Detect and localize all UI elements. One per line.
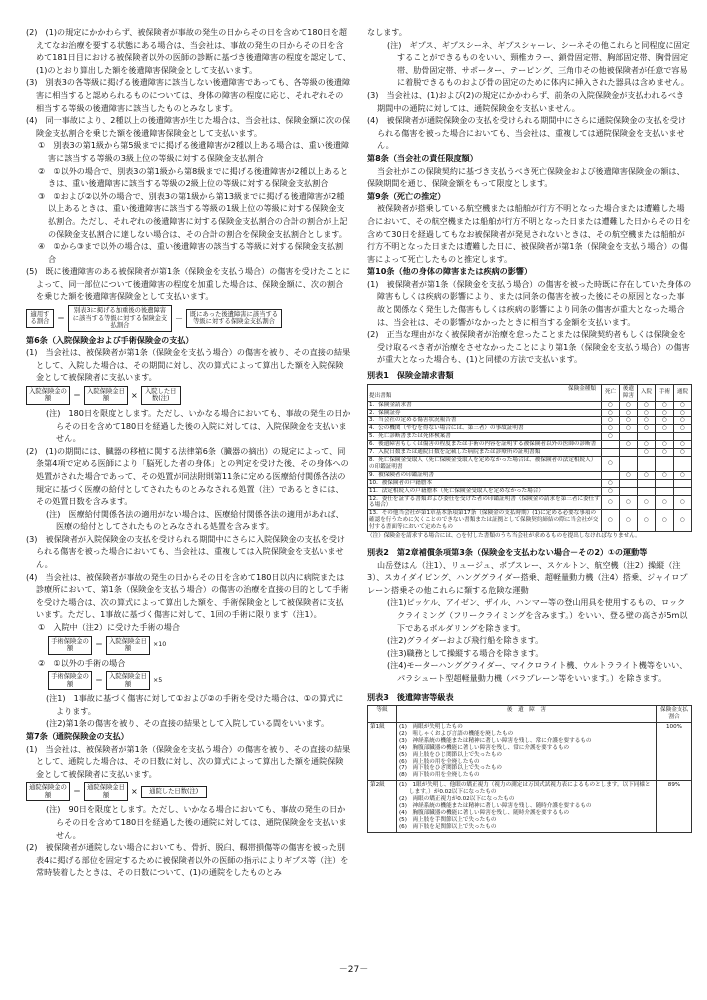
formula-operator: ＝ (95, 640, 103, 650)
row-mark: ○ (620, 417, 638, 425)
disability-grade-table (367, 705, 692, 832)
formula-operator: × (131, 787, 138, 797)
row-mark: ○ (602, 401, 620, 409)
paragraph: (3) 別表3の各等級に掲げる後遺障害に該当しない後遺障害であっても、各等級の後遺障害に相当すると認められるものについては、身体の障害の程度に応じ、それぞれその相当する等級の後遺障害に該当したものとみなします。 (26, 77, 351, 113)
formula-term: 通院保険金日額 (84, 782, 128, 801)
row-mark: ○ (602, 487, 620, 495)
row-mark (620, 456, 638, 471)
formula-term: 既にあった後遺障害に該当する等級に対する保険金支払割合 (186, 309, 282, 328)
page-number: －27－ (338, 965, 369, 975)
disability-item: (4) 胸腹部臓器の機能に著しい障害を残し、常に介護を要するもの (399, 744, 570, 751)
row-mark: ○ (638, 401, 656, 409)
formula-aggravation (26, 305, 351, 332)
row-mark: ○ (674, 425, 692, 433)
table-row (368, 471, 692, 479)
row-label: 3．当会社の定める傷害状況報告書 (368, 417, 602, 425)
row-mark (602, 471, 620, 479)
column-header: 入院 (638, 384, 656, 401)
table-row (368, 495, 692, 510)
corner-label-top: 保険金種類 (568, 385, 596, 392)
column-header: 手術 (656, 384, 674, 401)
paragraph: (4) 被保険者が通院保険金の支払を受けられる期間中にさらに通院保険金の支払を受けられる傷害を被った場合においても、当会社は、重複しては通院保険金を支払いません。 (367, 115, 687, 151)
row-mark: ○ (602, 510, 620, 532)
column-header: 後遺障害 (620, 384, 638, 401)
row-mark: ○ (638, 495, 656, 510)
row-label: 5．死亡診断書または死体検案書 (368, 433, 602, 441)
row-mark: ○ (602, 417, 620, 425)
table-row (368, 449, 692, 457)
paragraph: (1) 当会社は、被保険者が第1条（保険金を支払う場合）の傷害を被り、その直接の結果として、入院した場合は、その期間に対し、次の算式によって算出した額を入院保険金として被保険者に支払います。 (26, 347, 351, 383)
row-mark: ○ (602, 456, 620, 471)
disability-item: (4) 胸腹部臓器の機能に著しい障害を残し、随時介護を要するもの (399, 809, 570, 816)
formula-term: 入院保険金の額 (26, 386, 70, 405)
formula-outpatient (26, 782, 351, 801)
formula-multiplier: ×10 (153, 641, 167, 649)
row-mark: ○ (638, 441, 656, 449)
list-item: ③ ①および②以外の場合で、別表3の第1級から第13級までに掲げる後遺障害が2種以上あるときは、重い後遺障害に該当する等級の1級上位の等級に対する保険金支払割合。ただし、それぞれの後遺障害に対する保険金支払割合の合計の割合が上記の保険金支払割合に達しない場合は、その合計の割合を保険金支払割合とします。 (38, 190, 348, 239)
disability-item: (8) 両下肢の用を全廃したもの (399, 772, 480, 779)
table-note: （注）保険金を請求する場合には、○を付した書類のうち当会社が求めるものを提出しなければなりません。 (367, 533, 641, 540)
row-mark: ○ (656, 425, 674, 433)
note: (注3)職務として操縦する場合を除きます。 (387, 647, 544, 658)
formula-term: 通院保険金の額 (26, 782, 70, 801)
row-mark (620, 487, 638, 495)
row-mark: ○ (638, 425, 656, 433)
table-row (368, 441, 692, 449)
row-mark: ○ (674, 401, 692, 409)
table-row (368, 479, 692, 487)
row-mark: ○ (602, 479, 620, 487)
row-mark: ○ (638, 471, 656, 479)
table-title: 別表2 第2章補償条項第3条（保険金を支払わない場合－その2）①の運動等 (367, 547, 648, 558)
note: (注2)第1条の傷害を被り、その直接の結果として入院している間をいいます。 (46, 718, 330, 729)
row-mark (602, 449, 620, 457)
row-mark: ○ (674, 510, 692, 532)
row-label: 4．公の機関（やむを得ない場合には、第三者）の事故証明書 (368, 425, 602, 433)
row-mark: ○ (620, 495, 638, 510)
list-item: ② ①以外の場合で、別表3の第1級から第8級までに掲げる後遺障害が2種以上あるときは、重い後遺障害に該当する等級の2級上位の等級に対する保険金支払割合 (38, 165, 349, 189)
row-mark: ○ (638, 510, 656, 532)
row-mark (620, 449, 638, 457)
row-label: 8．死亡保険金受取人（死亡保険金受取人を定めなかった場合は、被保険者の法定相続人）の印鑑証明書 (368, 456, 602, 471)
row-mark: ○ (620, 425, 638, 433)
table-row (368, 433, 692, 441)
row-label: 1．保険金請求書 (368, 401, 602, 409)
article-title: 第8条（当会社の責任限度額） (367, 152, 478, 163)
row-mark: ○ (656, 495, 674, 510)
disability-item: (2) 咀しゃくおよび言語の機能を廃したもの (399, 730, 514, 737)
table-row (368, 417, 692, 425)
formula-surgery-other (48, 671, 351, 690)
row-label: 11．法定相続人の戸籍謄本（死亡保険金受取人を定めなかった場合） (368, 487, 602, 495)
paragraph: (2) (1)の規定にかかわらず、被保険者が事故の発生の日からその日を含めて180日を超えてなお治療を要する状態にある場合は、当会社は、事故の発生の日からその日を含めて181日目における被保険者以外の医師の診断に基づき後遺障害の程度を認定して、(1)のとおり算出した額を後遺障害保険金として支払います。 (26, 27, 351, 75)
table-title: 別表3 後遺障害等級表 (367, 691, 454, 702)
article-title: 第10条（他の身体の障害または疾病の影響） (367, 266, 533, 277)
row-mark: ○ (620, 409, 638, 417)
row-mark: ○ (656, 409, 674, 417)
row-mark (602, 441, 620, 449)
note: (注) 医療給付関係各法の適用がない場合は、医療給付関係各法の適用があれば、医療の給付としてされたものとみなされる処置を含みます。 (46, 508, 344, 532)
row-label: 2．保険証券 (368, 409, 602, 417)
table-row (368, 425, 692, 433)
rate-cell: 100% (657, 722, 692, 780)
list-item: ② ①以外の手術の場合 (38, 657, 126, 668)
row-mark: ○ (620, 471, 638, 479)
grade-cell: 第1級 (368, 722, 397, 780)
table-corner-header (368, 384, 602, 401)
paragraph: (2) 被保険者が通院しない場合においても、骨折、脱臼、靱帯損傷等の傷害を被った別表4に掲げる部位を固定するために被保険者以外の医師の指示によりギプス等（注）を常時装着したときは、その日数について、(1)の通院をしたものとみ (26, 842, 349, 878)
note: (注1)ピッケル、アイゼン、ザイル、ハンマー等の登山用具を使用するもの、ロッククライミング（フリークライミングを含みます。）をいい、登る壁の高さが5m以下であるボルダリングを除きます。 (387, 597, 688, 633)
row-mark: ○ (602, 495, 620, 510)
claim-documents-table (367, 384, 692, 532)
disability-cell (397, 781, 657, 832)
row-mark: ○ (656, 510, 674, 532)
disability-item: (6) 両上肢の用を全廃したもの (399, 758, 480, 765)
row-mark (638, 456, 656, 471)
row-mark (674, 487, 692, 495)
article-title: 第6条（入院保険金および手術保険金の支払） (26, 334, 194, 345)
formula-term: 手術保険金の額 (48, 671, 92, 690)
table-row (368, 401, 692, 409)
paragraph: 山岳登はん（注1）、リュージュ、ボブスレー、スケルトン、航空機（注2）操縦（注3）、スカイダイビング、ハンググライダー搭乗、超軽量動力機（注4）搭乗、ジャイロプレーン搭乗その他これらに類する危険な運動 (367, 559, 688, 595)
disability-item: (5) 両上肢をひじ関節以上で失ったもの (399, 751, 503, 758)
row-mark: ○ (656, 471, 674, 479)
paragraph: (4) 同一事故により、2種以上の後遺障害が生じた場合は、当会社は、保険金額に次の保険金支払割合を乗じた額を後遺障害保険金として支払います。 (26, 115, 351, 138)
row-label: 9．被保険者の印鑑証明書 (368, 471, 602, 479)
disability-item: (6) 両下肢を足関節以上で失ったもの (399, 823, 497, 830)
column-header: 通院 (674, 384, 692, 401)
note: (注) ギプス、ギプスシーネ、ギプスシャーレ、シーネその他これらと同程度に固定することができるものをいい、頸椎カラー、鎖骨固定帯、胸部固定帯、胸骨固定帯、肋骨固定帯、サポーター、テーピング、三角巾その他被保険者が任意で容易に着脱できるものおよび骨の固定のために体内に挿入された器具は含めません。 (387, 39, 690, 88)
formula-term: 入院保険金日額 (84, 386, 128, 405)
note: (注2)グライダーおよび飛行船を除きます。 (387, 635, 544, 646)
row-mark: ○ (638, 409, 656, 417)
column-header: 後 遺 障 害 (397, 706, 657, 723)
formula-operator: － (175, 313, 183, 323)
formula-operator: ＝ (73, 787, 81, 797)
right-column (367, 26, 692, 833)
article-title: 第7条（通院保険金の支払） (26, 731, 129, 741)
row-mark: ○ (602, 433, 620, 441)
row-mark: ○ (620, 401, 638, 409)
paragraph: (2) (1)の期間には、臓器の移植に関する法律第6条（臓器の摘出）の規定によって、同条第4項で定める医師により「脳死した者の身体」との判定を受けた後、その身体への処置がされた場合であって、その処置が同法附則第11条に定める医療給付関係各法の規定に基づく医療の給付としてされたものとみなされる処置（注）であるときには、その処置日数を含みます。 (26, 445, 349, 507)
left-column (26, 26, 351, 879)
row-label: 10．被保険者の戸籍謄本 (368, 479, 602, 487)
paragraph: 被保険者が搭乗している航空機または船舶が行方不明となった場合または遭難した場合において、その航空機または船舶が行方不明となった日または遭難した日からその日を含めて30日を経過してもなお被保険者が発見されないときは、その航空機または船舶が行方不明となった日または遭難した日に、被保険者が第1条（保険金を支払う場合）の傷害によって死亡したものと推定します。 (367, 203, 691, 264)
list-item: ① 入院中（注2）に受けた手術の場合 (38, 622, 180, 633)
paragraph: (4) 当会社は、被保険者が事故の発生の日からその日を含めて180日以内に病院または診療所において、第1条（保険金を支払う場合）の傷害の治療を直接の目的として手術を受けた場合は、次の算式によって算出した額を、手術保険金として被保険者に支払います。ただし、1事故に基づく傷害に対して、1回の手術に限ります（注1）。 (26, 571, 349, 620)
row-label: 7．入院日数または通院日数を記載した病院または診療所の証明書類 (368, 449, 602, 457)
corner-label-bottom: 提出書類 (369, 392, 392, 399)
formula-multiplier: ×5 (153, 676, 163, 684)
column-header: 等級 (368, 706, 397, 723)
list-item: ① 別表3の第1級から第5級までに掲げる後遺障害が2種以上ある場合は、重い後遺障害に該当する等級の3級上位の等級に対する保険金支払割合 (38, 140, 350, 163)
table-row (368, 722, 692, 780)
formula-term: 入院した日数(注) (141, 386, 181, 405)
article-title: 第9条（死亡の推定） (367, 190, 446, 201)
row-mark: ○ (674, 409, 692, 417)
formula-term: 入院保険金日額 (106, 636, 150, 655)
row-mark (620, 479, 638, 487)
paragraph: (1) 当会社は、被保険者が第1条（保険金を支払う場合）の傷害を被り、その直接の結果として、通院した場合は、その日数に対し、次の算式によって算出した額を通院保険金として被保険者に支払います。 (26, 743, 351, 779)
row-mark: ○ (620, 441, 638, 449)
row-mark (656, 479, 674, 487)
row-mark: ○ (674, 417, 692, 425)
formula-term: 通院した日数(注) (141, 786, 207, 798)
row-mark: ○ (674, 449, 692, 457)
note: (注) 90日を限度とします。ただし、いかなる場合においても、事故の発生の日からその日を含めて180日を経過した後の通院に対しては、通院保険金を支払いません。 (46, 804, 347, 840)
note: (注1) 1事故に基づく傷害に対して①および②の手術を受けた場合は、①の算式によります。 (46, 693, 344, 716)
row-label: 12．委任を証する書類および委任を受けた者の印鑑証明書（保険金の請求を第三者に委任する場合） (369, 495, 600, 509)
formula-term: 適用する割合 (26, 309, 54, 328)
formula-operator: ＝ (73, 390, 81, 400)
formula-operator: ＝ (95, 675, 103, 685)
row-mark: ○ (638, 449, 656, 457)
rate-cell: 89% (657, 781, 692, 832)
table-row (368, 781, 692, 832)
table-row (368, 510, 692, 532)
row-mark (674, 479, 692, 487)
formula-inpatient (26, 386, 351, 405)
row-mark: ○ (674, 495, 692, 510)
table-row (368, 487, 692, 495)
paragraph: 当会社がこの保険契約に基づき支払うべき死亡保険金および後遺障害保険金の額は、保険期間を通じ、保険金額をもって限度とします。 (367, 165, 685, 189)
row-mark (674, 433, 692, 441)
paragraph: なします。 (367, 27, 407, 37)
formula-surgery-inpatient (48, 636, 351, 655)
formula-operator: ＝ (57, 313, 65, 323)
disability-item: (7) 両下肢をひざ関節以上で失ったもの (399, 765, 503, 772)
list-item: ④ ①から③まで以外の場合は、重い後遺障害の該当する等級に対する保険金支払割合 (38, 241, 344, 264)
disability-item: (1) 両眼が失明したもの (399, 723, 463, 730)
row-mark: ○ (602, 425, 620, 433)
row-mark (656, 487, 674, 495)
row-mark: ○ (674, 471, 692, 479)
row-mark: ○ (656, 401, 674, 409)
row-mark: ○ (656, 417, 674, 425)
disability-item: (5) 両上肢を手関節以上で失ったもの (399, 816, 497, 823)
paragraph: (2) 正当な理由がなく被保険者が治療を怠ったことまたは保険契約者もしくは保険金を受け取るべき者が治療をさせなかったことにより第1条（保険金を支払う場合）の傷害が重大となった場合も、(1)と同様の方法で支払います。 (367, 329, 690, 365)
note: (注4)モーターハンググライダー、マイクロライト機、ウルトラライト機等をいい、パラシュート型超軽量動力機（パラプレーン等をいいます。）を除きます。 (387, 660, 688, 683)
disability-item: (3) 神経系統の機能または精神に著しい障害を残し、随時介護を要するもの (399, 802, 592, 809)
formula-term: 別表3に掲げる加重後の後遺障害に該当する等級に対する保険金支払割合 (68, 305, 172, 332)
row-mark (638, 487, 656, 495)
row-mark (656, 433, 674, 441)
paragraph: (1) 被保険者が第1条（保険金を支払う場合）の傷害を被った時既に存在していた身体の障害もしくは疾病の影響により、または同条の傷害を被った後にその原因となった事故と関係なく発生した傷害もしくは疾病の影響により同条の傷害が重大となった場合は、当会社は、その影響がなかったときに相当する金額を支払います。 (367, 278, 692, 327)
row-mark: ○ (602, 409, 620, 417)
disability-cell (397, 722, 657, 780)
disability-item: (2) 両眼の矯正視力が0.02以下になったもの (399, 796, 515, 803)
table-row (368, 456, 692, 471)
paragraph: (3) 当会社は、(1)および(2)の規定にかかわらず、前条の入院保険金が支払われるべき期間中の通院に対しては、通院保険金を支払いません。 (367, 89, 685, 113)
row-mark: ○ (674, 441, 692, 449)
row-mark (638, 433, 656, 441)
paragraph: (5) 既に後遺障害のある被保険者が第1条（保険金を支払う場合）の傷害を受けたことによって、同一部位について後遺障害の程度を加重した場合は、保険金額に、次の割合を乗じた額を後遺障害保険金として支払います。 (26, 266, 351, 302)
row-mark (656, 456, 674, 471)
row-mark: ○ (656, 441, 674, 449)
column-header: 保険金支払割合 (657, 706, 692, 723)
grade-cell: 第2級 (368, 781, 397, 832)
table-row (368, 409, 692, 417)
note: (注) 180日を限度とします。ただし、いかなる場合においても、事故の発生の日からその日を含めて180日を経過した後の入院に対しては、入院保険金を支払いません。 (46, 407, 351, 444)
formula-term: 手術保険金の額 (48, 636, 92, 655)
formula-term: 入院保険金日額 (106, 671, 150, 690)
paragraph: (3) 被保険者が入院保険金の支払を受けられる期間中にさらに入院保険金の支払を受けられる傷害を被った場合においても、当会社は、重複しては入院保険金を支払いません。 (26, 533, 346, 570)
disability-item: (3) 神経系統の機能または精神に著しい障害を残し、常に介護を要するもの (399, 737, 592, 744)
row-label: 6．後遺障害もしくは傷害の程度または手術の内容を証明する被保険者以外の医師の診断書 (368, 441, 602, 449)
disability-item: (1) 1眼が失明し、他眼の矯正視力（視力の測定は万国式試視力表によるものとします。以下同様とします。）が0.02以下になったもの (399, 782, 651, 796)
column-header: 死亡 (602, 384, 620, 401)
row-mark: ○ (620, 510, 638, 532)
table-title: 別表1 保険金請求書類 (367, 370, 454, 381)
row-mark (674, 456, 692, 471)
row-label: 13．その他当会社が第1章基本条項第17条（保険金の支払時期）(1)に定める必要な事項の確認を行うために欠くことのできない書類または証拠として保険契約締結の際に当会社が交付する書面等において定めたもの (368, 510, 602, 532)
row-mark (620, 433, 638, 441)
row-mark (638, 479, 656, 487)
formula-operator: × (131, 390, 138, 400)
row-mark: ○ (656, 449, 674, 457)
row-mark: ○ (638, 417, 656, 425)
